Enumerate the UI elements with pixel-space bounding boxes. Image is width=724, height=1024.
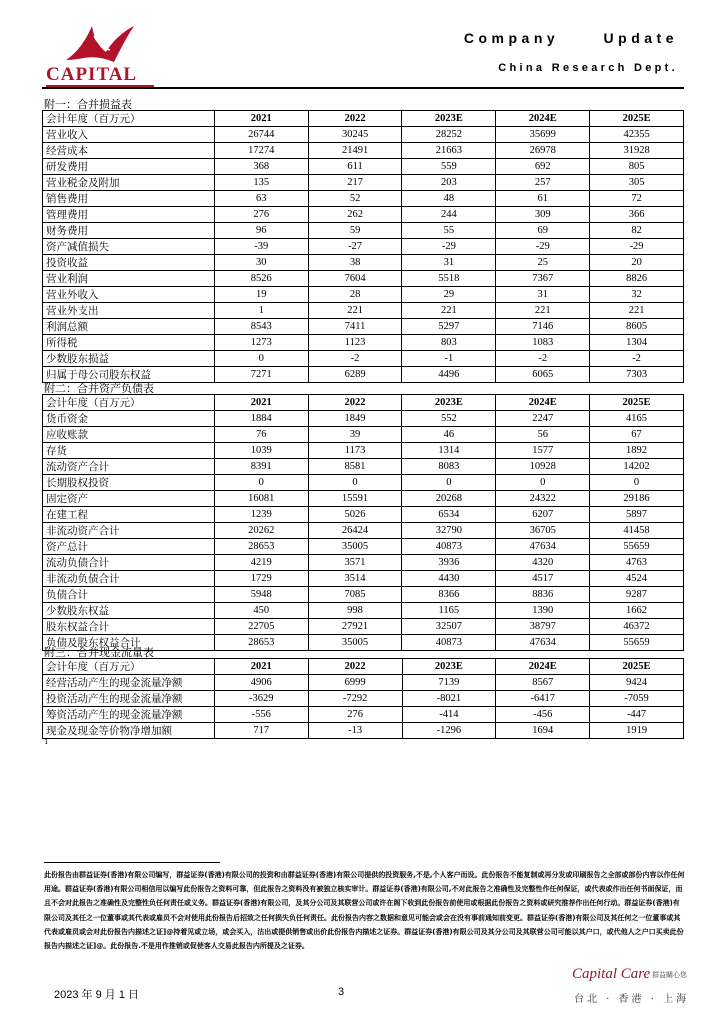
row-label: 营业税金及附加: [43, 175, 215, 191]
row-label: 少数股东损益: [43, 351, 215, 367]
column-header-year: 2022: [308, 395, 402, 411]
value-cell: 27921: [308, 619, 402, 635]
value-cell: 221: [496, 303, 590, 319]
brand-cities: 台北 · 香港 · 上海: [574, 994, 690, 1005]
value-cell: 559: [402, 159, 496, 175]
value-cell: 31928: [590, 143, 684, 159]
table-row: [43, 411, 684, 427]
value-cell: 21663: [402, 143, 496, 159]
table-row: [43, 707, 684, 723]
column-header-year: 2024E: [496, 395, 590, 411]
value-cell: 6289: [308, 367, 402, 383]
table-row: [43, 619, 684, 635]
value-cell: 28252: [402, 127, 496, 143]
brand-script-logo: Capital Care: [572, 966, 651, 982]
column-header-year: 2021: [214, 395, 308, 411]
value-cell: 35005: [308, 539, 402, 555]
footnote-marker: 1: [44, 738, 49, 746]
value-cell: -1296: [402, 723, 496, 739]
table-row: [43, 239, 684, 255]
column-header-year: 2023E: [402, 395, 496, 411]
value-cell: 1173: [308, 443, 402, 459]
row-label: 管理费用: [43, 207, 215, 223]
value-cell: 5297: [402, 319, 496, 335]
column-header-year: 2021: [214, 111, 308, 127]
table-row: [43, 587, 684, 603]
value-cell: 692: [496, 159, 590, 175]
value-cell: 8526: [214, 271, 308, 287]
table-row: [43, 555, 684, 571]
value-cell: 8605: [590, 319, 684, 335]
value-cell: 96: [214, 223, 308, 239]
value-cell: 276: [214, 207, 308, 223]
value-cell: 8543: [214, 319, 308, 335]
value-cell: 14202: [590, 459, 684, 475]
column-header-year: 2025E: [590, 395, 684, 411]
value-cell: 1729: [214, 571, 308, 587]
row-label: 应收账款: [43, 427, 215, 443]
table-row: [43, 271, 684, 287]
value-cell: 20268: [402, 491, 496, 507]
row-label: 筹资活动产生的现金流量净额: [43, 707, 215, 723]
cash-flow-title: 附三：合并现金流量表: [44, 646, 154, 659]
table-row: [43, 303, 684, 319]
value-cell: 803: [402, 335, 496, 351]
value-cell: 8581: [308, 459, 402, 475]
value-cell: 46372: [590, 619, 684, 635]
value-cell: 19: [214, 287, 308, 303]
column-header-label: 会计年度（百万元）: [43, 659, 215, 675]
value-cell: -29: [402, 239, 496, 255]
row-label: 资产总计: [43, 539, 215, 555]
value-cell: 55: [402, 223, 496, 239]
value-cell: 7146: [496, 319, 590, 335]
value-cell: 82: [590, 223, 684, 239]
value-cell: 1390: [496, 603, 590, 619]
value-cell: -556: [214, 707, 308, 723]
row-label: 存货: [43, 443, 215, 459]
value-cell: 366: [590, 207, 684, 223]
value-cell: 6999: [308, 675, 402, 691]
value-cell: 4430: [402, 571, 496, 587]
column-header-year: 2023E: [402, 111, 496, 127]
value-cell: 29: [402, 287, 496, 303]
value-cell: 26744: [214, 127, 308, 143]
table-row: [43, 475, 684, 491]
row-label: 资产减值损失: [43, 239, 215, 255]
value-cell: 40873: [402, 635, 496, 651]
value-cell: 20: [590, 255, 684, 271]
table-row: [43, 603, 684, 619]
value-cell: 9424: [590, 675, 684, 691]
row-label: 投资收益: [43, 255, 215, 271]
value-cell: 5948: [214, 587, 308, 603]
row-label: 投资活动产生的现金流量净额: [43, 691, 215, 707]
header-divider: [42, 87, 684, 89]
value-cell: 47634: [496, 539, 590, 555]
value-cell: 10928: [496, 459, 590, 475]
value-cell: 21491: [308, 143, 402, 159]
row-label: 经营活动产生的现金流量净额: [43, 675, 215, 691]
value-cell: 2247: [496, 411, 590, 427]
value-cell: 26978: [496, 143, 590, 159]
value-cell: 4906: [214, 675, 308, 691]
row-label: 财务费用: [43, 223, 215, 239]
value-cell: 52: [308, 191, 402, 207]
value-cell: 4763: [590, 555, 684, 571]
table-row: [43, 571, 684, 587]
row-label: 负债及股东权益合计: [43, 635, 215, 651]
value-cell: 5026: [308, 507, 402, 523]
value-cell: -29: [590, 239, 684, 255]
value-cell: -29: [496, 239, 590, 255]
value-cell: 8391: [214, 459, 308, 475]
table-header-row: [43, 111, 684, 127]
value-cell: 38: [308, 255, 402, 271]
table-row: [43, 127, 684, 143]
column-header-year: 2024E: [496, 111, 590, 127]
value-cell: 3571: [308, 555, 402, 571]
value-cell: 7367: [496, 271, 590, 287]
value-cell: 22705: [214, 619, 308, 635]
value-cell: 59: [308, 223, 402, 239]
value-cell: 1577: [496, 443, 590, 459]
value-cell: 28: [308, 287, 402, 303]
value-cell: 32: [590, 287, 684, 303]
table-row: [43, 175, 684, 191]
value-cell: 32507: [402, 619, 496, 635]
balance-sheet-title: 附二：合并资产负债表: [44, 382, 154, 395]
balance-sheet-table: [42, 394, 684, 651]
value-cell: 15591: [308, 491, 402, 507]
value-cell: -6417: [496, 691, 590, 707]
capital-logo: [40, 22, 160, 88]
value-cell: 221: [402, 303, 496, 319]
column-header-year: 2021: [214, 659, 308, 675]
value-cell: 1083: [496, 335, 590, 351]
value-cell: 4320: [496, 555, 590, 571]
value-cell: 39: [308, 427, 402, 443]
value-cell: 6065: [496, 367, 590, 383]
value-cell: -8021: [402, 691, 496, 707]
row-label: 长期股权投资: [43, 475, 215, 491]
table-header-row: [43, 395, 684, 411]
row-label: 营业收入: [43, 127, 215, 143]
report-type-title: Company Update: [463, 30, 678, 46]
value-cell: 42355: [590, 127, 684, 143]
value-cell: 203: [402, 175, 496, 191]
value-cell: 135: [214, 175, 308, 191]
value-cell: 1123: [308, 335, 402, 351]
table-row: [43, 443, 684, 459]
value-cell: 32790: [402, 523, 496, 539]
value-cell: 5518: [402, 271, 496, 287]
value-cell: 72: [590, 191, 684, 207]
value-cell: 4219: [214, 555, 308, 571]
report-date: 2023 年 9 月 1 日: [54, 989, 139, 1001]
value-cell: 1919: [590, 723, 684, 739]
table-row: [43, 143, 684, 159]
value-cell: 805: [590, 159, 684, 175]
value-cell: -2: [496, 351, 590, 367]
value-cell: -2: [308, 351, 402, 367]
row-label: 营业外收入: [43, 287, 215, 303]
value-cell: 5897: [590, 507, 684, 523]
value-cell: 1694: [496, 723, 590, 739]
table-row: [43, 523, 684, 539]
cash-flow-table: [42, 658, 684, 739]
row-label: 在建工程: [43, 507, 215, 523]
value-cell: 35699: [496, 127, 590, 143]
report-department: China Research Dept.: [498, 62, 678, 74]
value-cell: 17274: [214, 143, 308, 159]
value-cell: 1165: [402, 603, 496, 619]
value-cell: 25: [496, 255, 590, 271]
value-cell: 26424: [308, 523, 402, 539]
value-cell: 1039: [214, 443, 308, 459]
table-row: [43, 335, 684, 351]
value-cell: 4496: [402, 367, 496, 383]
page-number: 3: [338, 986, 345, 998]
value-cell: 305: [590, 175, 684, 191]
value-cell: 221: [590, 303, 684, 319]
value-cell: 67: [590, 427, 684, 443]
column-header-year: 2024E: [496, 659, 590, 675]
value-cell: -2: [590, 351, 684, 367]
row-label: 非流动负债合计: [43, 571, 215, 587]
value-cell: 8366: [402, 587, 496, 603]
value-cell: 31: [402, 255, 496, 271]
row-label: 归属于母公司股东权益: [43, 367, 215, 383]
value-cell: 48: [402, 191, 496, 207]
row-label: 非流动资产合计: [43, 523, 215, 539]
value-cell: 41458: [590, 523, 684, 539]
table-row: [43, 159, 684, 175]
value-cell: 20262: [214, 523, 308, 539]
value-cell: -7292: [308, 691, 402, 707]
row-label: 利润总额: [43, 319, 215, 335]
value-cell: 3936: [402, 555, 496, 571]
value-cell: 24322: [496, 491, 590, 507]
table-row: [43, 427, 684, 443]
row-label: 少数股东权益: [43, 603, 215, 619]
value-cell: 63: [214, 191, 308, 207]
row-label: 销售费用: [43, 191, 215, 207]
table-row: [43, 287, 684, 303]
value-cell: 56: [496, 427, 590, 443]
value-cell: 8836: [496, 587, 590, 603]
value-cell: 998: [308, 603, 402, 619]
value-cell: 552: [402, 411, 496, 427]
disclaimer-divider: [44, 862, 220, 863]
column-header-label: 会计年度（百万元）: [43, 111, 215, 127]
value-cell: -13: [308, 723, 402, 739]
value-cell: 1239: [214, 507, 308, 523]
row-label: 经营成本: [43, 143, 215, 159]
value-cell: 8826: [590, 271, 684, 287]
value-cell: 38797: [496, 619, 590, 635]
value-cell: 7604: [308, 271, 402, 287]
column-header-year: 2025E: [590, 111, 684, 127]
value-cell: 30245: [308, 127, 402, 143]
value-cell: -447: [590, 707, 684, 723]
value-cell: 8083: [402, 459, 496, 475]
value-cell: 4165: [590, 411, 684, 427]
value-cell: 28653: [214, 539, 308, 555]
value-cell: -456: [496, 707, 590, 723]
value-cell: 55659: [590, 539, 684, 555]
value-cell: -27: [308, 239, 402, 255]
row-label: 现金及现金等价物净增加额: [43, 723, 215, 739]
legal-disclaimer: 此份报告由群益证券(香港)有限公司编写，群益证券(香港)有限公司的投资和由群益证券(香港)有限公司提供的投资服务,不是,个人客户而设。此份报告不能复制或再分发或印刷报告之全部或部份内容以作任何用途。群益证券(香港)有限公司相信用以编写此份报告之资料可靠，但此报告之资料没有被独立核实审计。群益证券(香港)有限公司,不对此报告之准确性及完整性作任何保证，或代表或作出任何书面保证，而且不会对此报告之准确性及完整性负任何责任或义务。群益证券(香港)有限公司，及其分公司及其联营公司或许在阁下收到此份报告前使用或根据此份报告之资料或研究推荐作出任何行动。群益证券(香港)有限公司及其任之一位董事或其代表或雇员不会对使用此份报告后招致之任何损失负任何责任。此份报告内容之数据和意见可能会或会在没有事前通知前变更。群益证券(香港)有限公司及其任何之一位董事或其代表或雇员或会对此份报告内描述之证]@持着见或立场，或会买入，沽出或提供销售或出价此份报告内描述之证券。群益证券(香港)有限公司及其分公司及其联营公司可能以其户口，或代他人之户口买卖此份报告内描述之证]@。此份报告.不是用作推销或促使客人交易此报告内所提及之证券。: [44, 871, 685, 951]
value-cell: 30: [214, 255, 308, 271]
table-row: [43, 223, 684, 239]
column-header-year: 2025E: [590, 659, 684, 675]
value-cell: 257: [496, 175, 590, 191]
column-header-year: 2022: [308, 659, 402, 675]
table-row: [43, 675, 684, 691]
row-label: 流动资产合计: [43, 459, 215, 475]
row-label: 固定资产: [43, 491, 215, 507]
value-cell: 46: [402, 427, 496, 443]
value-cell: -39: [214, 239, 308, 255]
table-row: [43, 319, 684, 335]
value-cell: 368: [214, 159, 308, 175]
value-cell: 29186: [590, 491, 684, 507]
value-cell: -1: [402, 351, 496, 367]
row-label: 货币资金: [43, 411, 215, 427]
table-row: [43, 351, 684, 367]
value-cell: 0: [590, 475, 684, 491]
column-header-year: 2022: [308, 111, 402, 127]
column-header-label: 会计年度（百万元）: [43, 395, 215, 411]
table-row: [43, 459, 684, 475]
value-cell: 7303: [590, 367, 684, 383]
value-cell: 450: [214, 603, 308, 619]
value-cell: 6534: [402, 507, 496, 523]
value-cell: 1662: [590, 603, 684, 619]
value-cell: 717: [214, 723, 308, 739]
value-cell: 69: [496, 223, 590, 239]
table-row: [43, 539, 684, 555]
column-header-year: 2023E: [402, 659, 496, 675]
table-row: [43, 691, 684, 707]
value-cell: 7139: [402, 675, 496, 691]
value-cell: 7411: [308, 319, 402, 335]
value-cell: 47634: [496, 635, 590, 651]
value-cell: 611: [308, 159, 402, 175]
value-cell: 6207: [496, 507, 590, 523]
value-cell: 35005: [308, 635, 402, 651]
capital-care-brand: [572, 966, 692, 1014]
value-cell: 276: [308, 707, 402, 723]
table-row: [43, 207, 684, 223]
value-cell: 16081: [214, 491, 308, 507]
row-label: 流动负债合计: [43, 555, 215, 571]
value-cell: -414: [402, 707, 496, 723]
row-label: 营业利润: [43, 271, 215, 287]
row-label: 所得税: [43, 335, 215, 351]
value-cell: 3514: [308, 571, 402, 587]
value-cell: 28653: [214, 635, 308, 651]
value-cell: 309: [496, 207, 590, 223]
value-cell: 1304: [590, 335, 684, 351]
table-row: [43, 191, 684, 207]
row-label: 负债合计: [43, 587, 215, 603]
value-cell: 262: [308, 207, 402, 223]
value-cell: 1273: [214, 335, 308, 351]
value-cell: 40873: [402, 539, 496, 555]
value-cell: 1: [214, 303, 308, 319]
value-cell: 61: [496, 191, 590, 207]
value-cell: 4517: [496, 571, 590, 587]
value-cell: 4524: [590, 571, 684, 587]
value-cell: 244: [402, 207, 496, 223]
value-cell: -3629: [214, 691, 308, 707]
value-cell: 8567: [496, 675, 590, 691]
value-cell: 31: [496, 287, 590, 303]
value-cell: 0: [496, 475, 590, 491]
table-row: [43, 723, 684, 739]
value-cell: -7059: [590, 691, 684, 707]
income-statement-title: 附一：合并损益表: [44, 98, 132, 111]
logo-wordmark: CAPITAL: [46, 64, 138, 85]
row-label: 研发费用: [43, 159, 215, 175]
value-cell: 7271: [214, 367, 308, 383]
table-row: [43, 255, 684, 271]
value-cell: 7085: [308, 587, 402, 603]
table-row: [43, 507, 684, 523]
row-label: 股东权益合计: [43, 619, 215, 635]
table-header-row: [43, 659, 684, 675]
value-cell: 1892: [590, 443, 684, 459]
value-cell: 1314: [402, 443, 496, 459]
income-statement-table: [42, 110, 684, 383]
value-cell: 221: [308, 303, 402, 319]
table-row: [43, 491, 684, 507]
brand-tagline: 群益關心您: [652, 971, 687, 979]
value-cell: 9287: [590, 587, 684, 603]
bird-logo-icon: [64, 22, 136, 64]
value-cell: 0: [308, 475, 402, 491]
value-cell: 1884: [214, 411, 308, 427]
value-cell: 55659: [590, 635, 684, 651]
row-label: 营业外支出: [43, 303, 215, 319]
value-cell: 1849: [308, 411, 402, 427]
value-cell: 0: [402, 475, 496, 491]
value-cell: 217: [308, 175, 402, 191]
value-cell: 0: [214, 351, 308, 367]
value-cell: 0: [214, 475, 308, 491]
value-cell: 76: [214, 427, 308, 443]
value-cell: 36705: [496, 523, 590, 539]
